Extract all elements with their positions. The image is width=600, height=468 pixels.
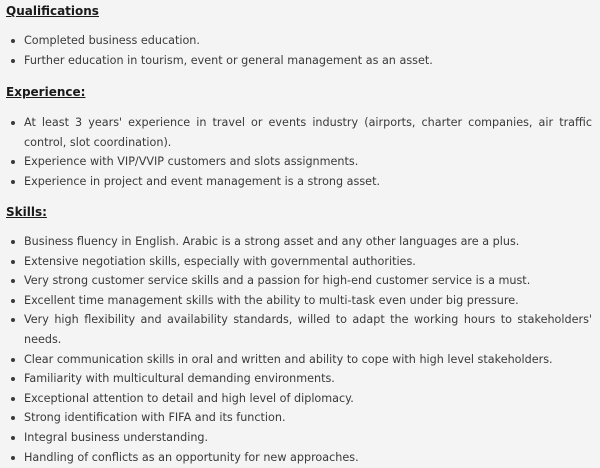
- skills-list: [6, 232, 592, 467]
- experience-heading: Experience:: [6, 85, 86, 99]
- list-item: Completed business education.: [6, 31, 592, 51]
- list-item: At least 3 years' experience in travel or events industry (airports, charter companies, air traffic control, slot coordination).: [6, 113, 592, 152]
- list-item: Experience in project and event management is a strong asset.: [6, 172, 592, 192]
- list-item: Clear communication skills in oral and written and ability to cope with high level stakeholders.: [6, 350, 592, 370]
- list-item: Extensive negotiation skills, especially with governmental authorities.: [6, 252, 592, 272]
- list-item: Familiarity with multicultural demanding environments.: [6, 369, 592, 389]
- list-item: Business fluency in English. Arabic is a strong asset and any other languages are a plus.: [6, 232, 592, 252]
- list-item: Excellent time management skills with the ability to multi-task even under big pressure.: [6, 291, 592, 311]
- list-item: Very strong customer service skills and a passion for high-end customer service is a must.: [6, 271, 592, 291]
- experience-list: [6, 113, 592, 191]
- list-item: Integral business understanding.: [6, 428, 592, 448]
- list-item: Strong identification with FIFA and its function.: [6, 408, 592, 428]
- list-item: Handling of conflicts as an opportunity for new approaches.: [6, 448, 592, 468]
- skills-heading: Skills:: [6, 205, 47, 219]
- list-item: Further education in tourism, event or general management as an asset.: [6, 51, 592, 71]
- qualifications-list: [6, 31, 592, 70]
- qualifications-heading: Qualifications: [6, 4, 99, 18]
- list-item: Very high flexibility and availability standards, willed to adapt the working hours to stakeholders' needs.: [6, 310, 592, 349]
- list-item: Exceptional attention to detail and high level of diplomacy.: [6, 389, 592, 409]
- list-item: Experience with VIP/VVIP customers and slots assignments.: [6, 152, 592, 172]
